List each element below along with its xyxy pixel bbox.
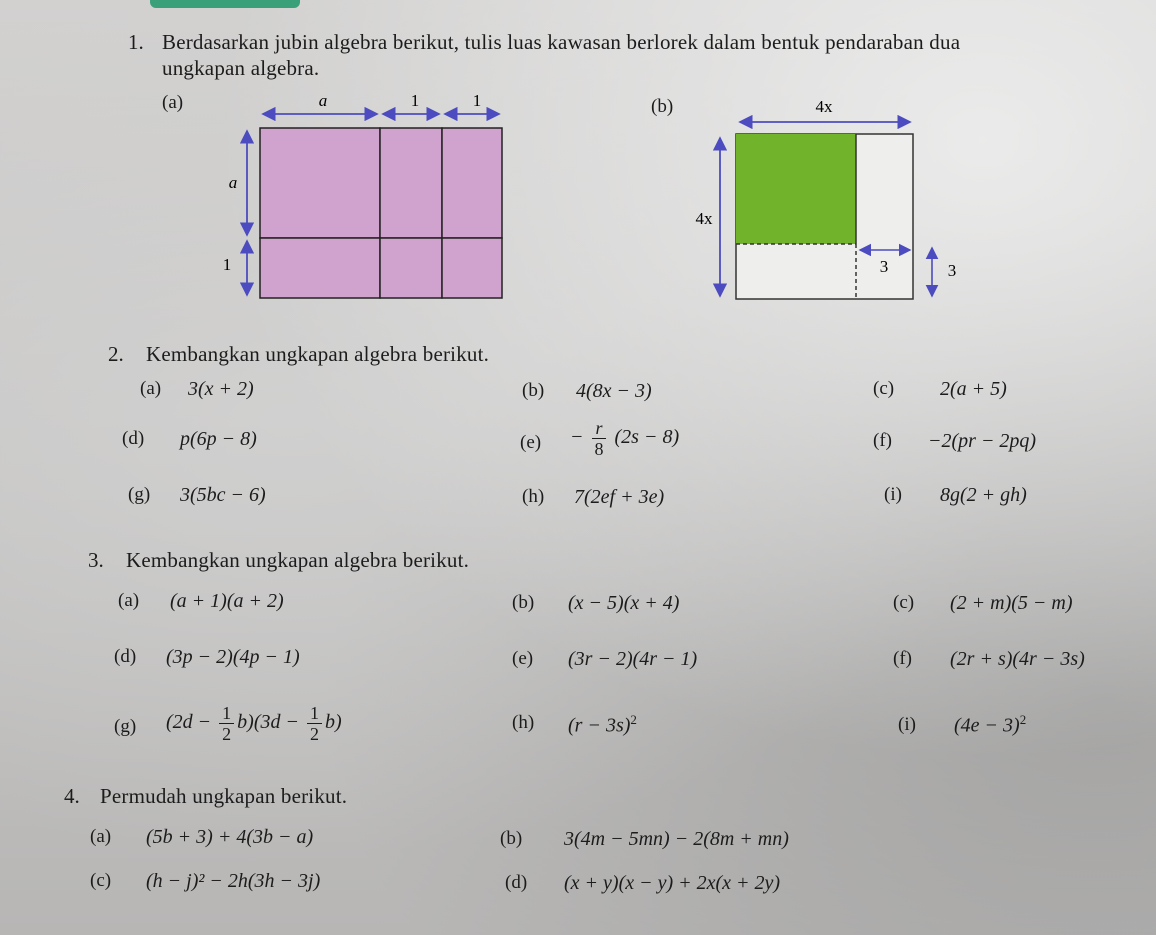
q4a-label: (a) (90, 826, 112, 847)
tile-a-1 (380, 128, 442, 238)
top-label-1b: 1 (472, 91, 482, 110)
top-label-a: a (318, 91, 328, 110)
q3g-fraction-2 (307, 703, 322, 744)
q3a-expr: (a + 1)(a + 2) (170, 590, 284, 612)
q2a-label: (a) (140, 378, 162, 399)
q2e-body: (2s − 8) (614, 426, 680, 449)
q3c-label: (c) (893, 592, 915, 613)
q4-number: 4. (64, 784, 80, 808)
q3a-label: (a) (118, 590, 140, 611)
q2i-expr: 8g(2 + gh) (940, 484, 1027, 506)
q3g-frac2-num: 1 (307, 703, 322, 724)
side-label-a: a (228, 173, 238, 192)
q2i-label: (i) (884, 484, 902, 505)
top-label-4x: 4x (815, 97, 833, 116)
q3h-expr (568, 712, 637, 738)
q4d-expr: (x + y)(x − y) + 2x(x + 2y) (564, 872, 781, 894)
q3h-power: 2 (630, 712, 637, 727)
q3e-expr: (3r − 2)(4r − 1) (568, 648, 698, 670)
q3b-expr: (x − 5)(x + 4) (568, 592, 680, 614)
q3g-part1: (2d − (166, 711, 212, 734)
q4-text: Permudah ungkapan berikut. (100, 784, 348, 808)
q2-number: 2. (108, 342, 124, 366)
q2c-label: (c) (873, 378, 895, 399)
q1b-label: (b) (651, 96, 674, 117)
tile-1-1 (380, 238, 442, 298)
q1a-label: (a) (162, 92, 184, 113)
q3g-part3: b) (324, 711, 342, 734)
q3i-label: (i) (898, 714, 916, 735)
q4c-expr: (h − j)² − 2h(3h − 3j) (146, 870, 321, 892)
q2h-expr: 7(2ef + 3e) (574, 486, 665, 508)
q4a-expr: (5b + 3) + 4(3b − a) (146, 826, 314, 848)
q1-text-line2: ungkapan algebra. (162, 56, 320, 80)
q2h-label: (h) (522, 486, 545, 507)
q2d-label: (d) (122, 428, 145, 449)
q2b-label: (b) (522, 380, 545, 401)
q3b-label: (b) (512, 592, 535, 613)
q3i-power: 2 (1019, 712, 1027, 727)
tile-1-a (260, 238, 380, 298)
side-label-3: 3 (947, 261, 957, 280)
q3g-frac1-num: 1 (219, 703, 234, 724)
q3g-label: (g) (114, 716, 137, 737)
q1a-tile-figure (215, 88, 515, 303)
q3h-label: (h) (512, 712, 535, 733)
q2e-sign: − (570, 426, 584, 449)
tile-a-squared (260, 128, 380, 238)
q4c-label: (c) (90, 870, 112, 891)
q3g-fraction-1 (219, 703, 234, 744)
q3-text: Kembangkan ungkapan algebra berikut. (126, 548, 470, 572)
q3g-frac2-den: 2 (309, 724, 319, 744)
q3-number: 3. (88, 548, 104, 572)
q3d-label: (d) (114, 646, 137, 667)
q2e-frac-num: r (592, 418, 605, 439)
q2e-label: (e) (520, 432, 542, 453)
tile-a-1b (442, 128, 502, 238)
q2b-expr: 4(8x − 3) (576, 380, 652, 402)
q2g-expr: 3(5bc − 6) (180, 484, 266, 506)
q2c-expr: 2(a + 5) (940, 378, 1007, 400)
q2a-expr: 3(x + 2) (188, 378, 254, 400)
top-tab-strip (150, 0, 300, 8)
shaded-square (736, 134, 856, 244)
q2e-frac-den: 8 (594, 439, 604, 459)
q3g-part2: b)(3d − (237, 711, 299, 734)
q3d-expr: (3p − 2)(4p − 1) (166, 646, 300, 668)
tile-1-1b (442, 238, 502, 298)
q3h-base: (r − 3s) (568, 714, 631, 737)
q1b-figure (670, 92, 970, 307)
q4d-label: (d) (505, 872, 528, 893)
q3g-expr (166, 703, 342, 744)
q3e-label: (e) (512, 648, 534, 669)
inner-label-3: 3 (879, 257, 889, 276)
q3i-expr (954, 712, 1026, 738)
top-label-1a: 1 (410, 91, 420, 110)
q1-number: 1. (128, 30, 144, 54)
q1-text-line1: Berdasarkan jubin algebra berikut, tulis luas kawasan berlorek dalam bentuk pendaraban dua (162, 30, 961, 54)
q2d-expr: p(6p − 8) (180, 428, 257, 450)
side-label-1: 1 (222, 255, 232, 274)
q2f-expr: −2(pr − 2pq) (928, 430, 1037, 452)
q2f-label: (f) (873, 430, 892, 451)
q3f-label: (f) (893, 648, 912, 669)
q3f-expr: (2r + s)(4r − 3s) (950, 648, 1085, 670)
q2e-fraction (592, 418, 607, 459)
q3g-frac1-den: 2 (222, 724, 232, 744)
q4b-expr: 3(4m − 5mn) − 2(8m + mn) (564, 828, 789, 850)
q4b-label: (b) (500, 828, 523, 849)
q3i-base: (4e − 3) (954, 714, 1020, 737)
q2g-label: (g) (128, 484, 151, 505)
q2-text: Kembangkan ungkapan algebra berikut. (146, 342, 490, 366)
q3c-expr: (2 + m)(5 − m) (950, 592, 1073, 614)
side-label-4x: 4x (695, 209, 713, 228)
q2e-expr (570, 418, 679, 459)
